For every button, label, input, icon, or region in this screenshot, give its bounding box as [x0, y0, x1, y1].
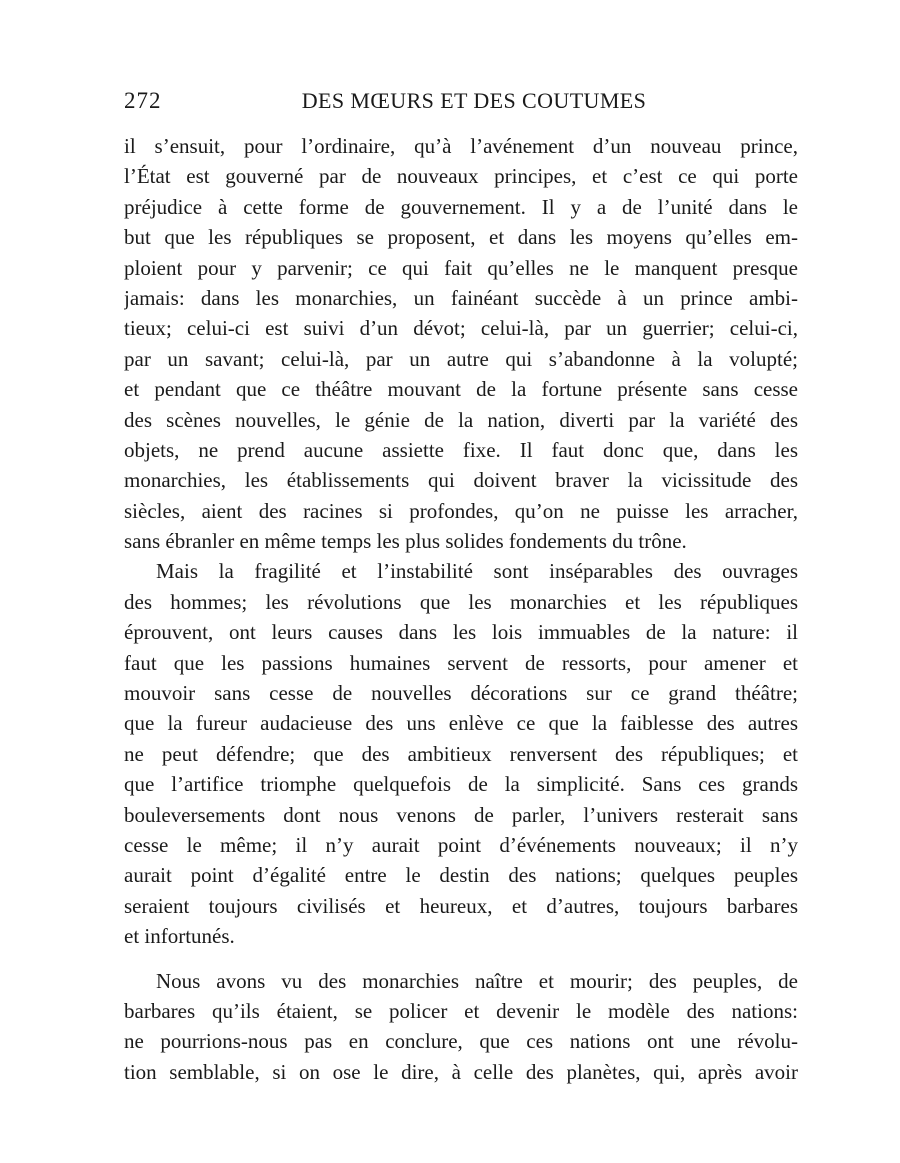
page-header: [124, 88, 798, 122]
text-line: et infortunés.: [124, 924, 235, 949]
text-line: Mais la fragilité et l’instabilité sont inséparables des ouvrages: [156, 559, 798, 584]
text-line: siècles, aient des racines si profondes, qu’on ne puisse les arracher,: [124, 498, 798, 523]
text-line: que l’artifice triomphe quelquefois de la simplicité. Sans ces grands: [124, 772, 798, 797]
text-line: objets, ne prend aucune assiette fixe. Il faut donc que, dans les: [124, 437, 798, 462]
text-line: cesse le même; il n’y aurait point d’événements nouveaux; il n’y: [124, 832, 798, 857]
text-line: aurait point d’égalité entre le destin des nations; quelques peuples: [124, 863, 798, 888]
text-line: éprouvent, ont leurs causes dans les lois immuables de la nature: il: [124, 620, 798, 645]
text-line: préjudice à cette forme de gouvernement. Il y a de l’unité dans le: [124, 194, 798, 219]
text-line: bouleversements dont nous venons de parler, l’univers resterait sans: [124, 802, 798, 827]
text-line: Nous avons vu des monarchies naître et mourir; des peuples, de: [156, 968, 798, 993]
text-line: mouvoir sans cesse de nouvelles décorations sur ce grand théâtre;: [124, 681, 798, 706]
text-line: ploient pour y parvenir; ce qui fait qu’elles ne le manquent presque: [124, 255, 798, 280]
text-line: tieux; celui-ci est suivi d’un dévot; celui-là, par un guerrier; celui-ci,: [124, 316, 798, 341]
page-number: 272: [124, 88, 162, 113]
text-line: tion semblable, si on ose le dire, à celle des planètes, qui, après avoir: [124, 1059, 798, 1084]
text-line: but que les républiques se proposent, et dans les moyens qu’elles em-: [124, 225, 798, 250]
text-line: monarchies, les établissements qui doivent braver la vicissitude des: [124, 468, 798, 493]
body-text: [124, 131, 798, 1087]
paragraph-2: [124, 556, 798, 951]
text-line: des hommes; les révolutions que les monarchies et les républiques: [124, 589, 798, 614]
text-line: ne pourrions-nous pas en conclure, que ces nations ont une révolu-: [124, 1029, 798, 1054]
text-line: ne peut défendre; que des ambitieux renversent des républiques; et: [124, 741, 798, 766]
paragraph-3: [124, 966, 798, 1088]
text-line: il s’ensuit, pour l’ordinaire, qu’à l’avénement d’un nouveau prince,: [124, 134, 798, 158]
running-title: DES MŒURS ET DES COUTUMES: [301, 88, 647, 113]
text-line: l’État est gouverné par de nouveaux principes, et c’est ce qui porte: [124, 164, 798, 189]
text-line: que la fureur audacieuse des uns enlève ce que la faiblesse des autres: [124, 711, 798, 736]
text-line: seraient toujours civilisés et heureux, et d’autres, toujours barbares: [124, 893, 798, 918]
paragraph-1: [124, 131, 798, 556]
text-line: jamais: dans les monarchies, un fainéant succède à un prince ambi-: [124, 285, 798, 310]
text-line: des scènes nouvelles, le génie de la nation, diverti par la variété des: [124, 407, 798, 432]
text-line: et pendant que ce théâtre mouvant de la fortune présente sans cesse: [124, 377, 798, 402]
text-line: sans ébranler en même temps les plus solides fondements du trône.: [124, 529, 687, 554]
text-line: barbares qu’ils étaient, se policer et devenir le modèle des nations:: [124, 998, 798, 1023]
text-line: par un savant; celui-là, par un autre qui s’abandonne à la volupté;: [124, 346, 798, 371]
text-line: faut que les passions humaines servent de ressorts, pour amener et: [124, 650, 798, 675]
paragraph-spacing: [124, 952, 798, 966]
